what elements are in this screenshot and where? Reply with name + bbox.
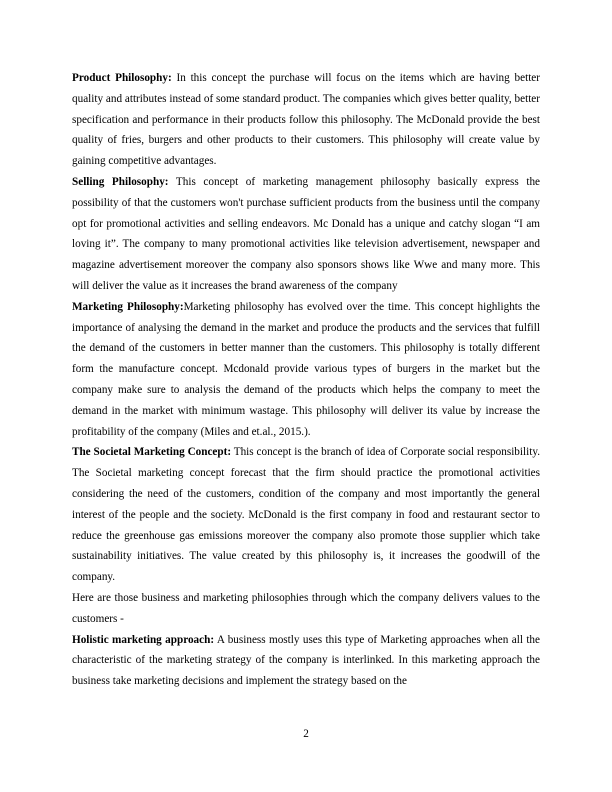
paragraph-holistic-marketing xyxy=(72,630,540,692)
paragraph-heading: The Societal Marketing Concept: xyxy=(72,446,232,459)
page-number: 2 xyxy=(303,728,309,740)
paragraph-marketing-philosophy xyxy=(72,297,540,443)
paragraph-text: A business mostly uses this type of Marketing approaches when all the characteristic of the marketing strategy of the company is interlinked. In this marketing approach the business take marketing decisions and implement the strategy based on the xyxy=(72,633,540,688)
paragraph-product-philosophy xyxy=(72,68,540,172)
paragraph-text: This concept is the branch of idea of Corporate social responsibility. The Societal marketing concept forecast that the firm should practice the promotional activities considering the need of the customers, condition of the company and most importantly the general interest of the people and the society. McDonald is the first company in food and restaurant sector to reduce the greenhouse gas emissions moreover the company also promote those supplier which take sustainability initiatives. The value created by this philosophy is, it increases the goodwill of the company. xyxy=(72,446,540,584)
paragraph-intro-philosophies xyxy=(72,588,540,630)
paragraph-societal-marketing xyxy=(72,442,540,588)
paragraph-heading: Marketing Philosophy: xyxy=(72,300,184,313)
paragraph-heading: Selling Philosophy: xyxy=(72,175,169,188)
paragraph-text: Here are those business and marketing philosophies through which the company delivers values to the customers - xyxy=(72,591,540,625)
page-body xyxy=(72,68,540,692)
paragraph-text: In this concept the purchase will focus on the items which are having better quality and attributes instead of some standard product. The companies which gives better quality, better specification and performance in their products follow this philosophy. The McDonald provide the best quality of fries, burgers and other products to their customers. This philosophy will create value by gaining competitive advantages. xyxy=(72,72,540,168)
paragraph-text: Marketing philosophy has evolved over the time. This concept highlights the importance of analysing the demand in the market and produce the products and the services that fulfill the demand of the customers in better manner than the customers. This philosophy is totally different form the manufacture concept. Mcdonald provide various types of burgers in the market but the company make sure to analysis the demand of the products which helps the company to meet the demand in the market with minimum wastage. This philosophy will deliver its value by increase the profitability of the company (Miles and et.al., 2015.). xyxy=(72,300,540,438)
paragraph-heading: Product Philosophy: xyxy=(72,72,172,84)
paragraph-heading: Holistic marketing approach: xyxy=(72,633,215,646)
paragraph-text: This concept of marketing management philosophy basically express the possibility of that the customers won't purchase sufficient products from the business until the company opt for promotional activities and selling endeavors. Mc Donald has a unique and catchy slogan “I am loving it”. The company to many promotional activities like television advertisement, newspaper and magazine advertisement moreover the company also sponsors shows like Wwe and many more. This will deliver the value as it increases the brand awareness of the company xyxy=(72,175,540,292)
paragraph-selling-philosophy xyxy=(72,172,540,297)
